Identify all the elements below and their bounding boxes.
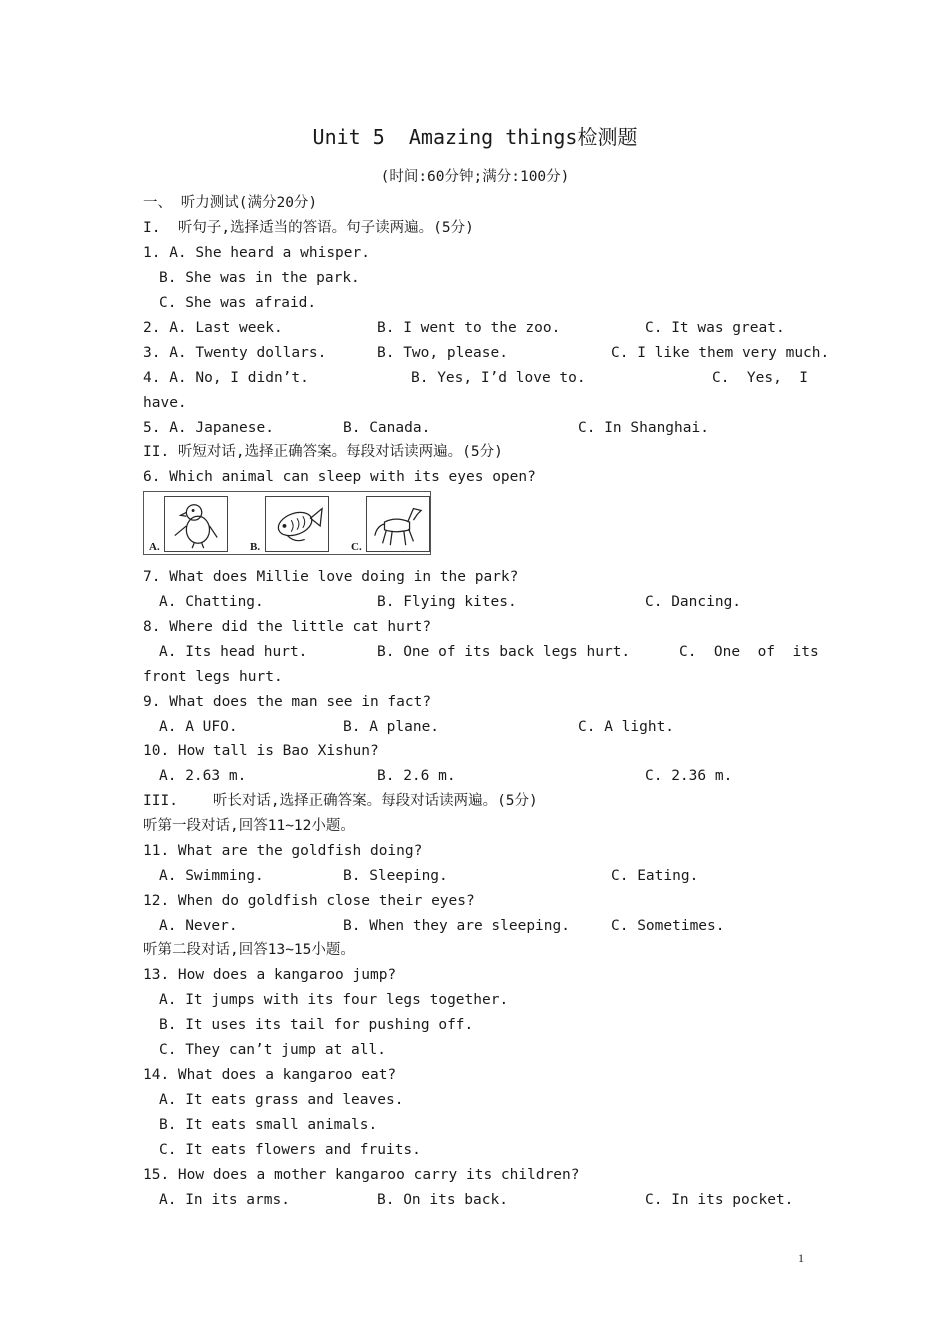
text-line: 5. A. Japanese. [143,420,274,436]
text-line: 10. How tall is Bao Xishun? [143,743,379,759]
text-line: C. One of its [679,644,819,660]
text-line: 1. A. She heard a whisper. [143,245,370,261]
text-line: C. It was great. [645,320,785,336]
picture-label-b: B. [250,541,261,553]
text-line: 15. How does a mother kangaroo carry its children? [143,1167,580,1183]
text-line: A. Swimming. [159,868,264,884]
text-line: 3. A. Twenty dollars. [143,345,327,361]
text-line: A. In its arms. [159,1192,290,1208]
text-line: B. Two, please. [377,345,508,361]
exam-time-info: (时间:60分钟;满分:100分) [380,169,570,185]
text-line: C. It eats flowers and fruits. [159,1142,421,1158]
text-line: 听第一段对话,回答11~12小题。 [143,818,355,834]
text-line: B. It uses its tail for pushing off. [159,1017,474,1033]
text-line: B. When they are sleeping. [343,918,570,934]
question-6-pictures [143,491,431,555]
text-line: C. Dancing. [645,594,742,610]
text-line: B. Yes, I’d love to. [411,370,586,386]
text-line: B. On its back. [377,1192,508,1208]
page-title: Unit 5 Amazing things检测题 [312,125,638,149]
text-line: A. Chatting. [159,594,264,610]
text-line: 7. What does Millie love doing in the park? [143,569,519,585]
text-line: C. She was afraid. [159,295,317,311]
text-line: 6. Which animal can sleep with its eyes open? [143,469,536,485]
text-line: A. A UFO. [159,719,238,735]
text-line: B. She was in the park. [159,270,360,286]
picture-label-c: C. [351,541,362,553]
text-line: C. Eating. [611,868,699,884]
text-line: I. 听句子,选择适当的答语。句子读两遍。(5分) [143,220,474,236]
text-line: B. Canada. [343,420,431,436]
text-line: B. One of its back legs hurt. [377,644,631,660]
eagle-icon [165,497,227,551]
text-line: C. 2.36 m. [645,768,733,784]
text-line: have. [143,395,187,411]
text-line: A. Never. [159,918,238,934]
text-line: front legs hurt. [143,669,283,685]
text-line: A. It eats grass and leaves. [159,1092,404,1108]
horse-icon [367,497,429,551]
horse-picture [366,496,430,552]
text-line: A. 2.63 m. [159,768,247,784]
text-line: II. 听短对话,选择正确答案。每段对话读两遍。(5分) [143,444,503,460]
text-line: C. A light. [578,719,675,735]
text-line: C. In Shanghai. [578,420,709,436]
text-line: 4. A. No, I didn’t. [143,370,309,386]
fish-picture [265,496,329,552]
eagle-picture [164,496,228,552]
page-number: 1 [798,1251,804,1265]
text-line: B. It eats small animals. [159,1117,378,1133]
text-line: 14. What does a kangaroo eat? [143,1067,397,1083]
text-line: C. In its pocket. [645,1192,794,1208]
text-line: B. Flying kites. [377,594,517,610]
text-line: C. Yes, I [712,370,809,386]
fish-icon [266,497,328,551]
text-line: 一、 听力测试(满分20分) [143,195,318,211]
text-line: III. 听长对话,选择正确答案。每段对话读两遍。(5分) [143,793,538,809]
text-line: A. Its head hurt. [159,644,308,660]
picture-label-a: A. [149,541,160,553]
text-line: B. Sleeping. [343,868,448,884]
text-line: B. A plane. [343,719,440,735]
text-line: 12. When do goldfish close their eyes? [143,893,475,909]
text-line: 9. What does the man see in fact? [143,694,432,710]
text-line: 听第二段对话,回答13~15小题。 [143,942,355,958]
text-line: 11. What are the goldfish doing? [143,843,423,859]
text-line: A. It jumps with its four legs together. [159,992,509,1008]
text-line: C. They can’t jump at all. [159,1042,386,1058]
text-line: 13. How does a kangaroo jump? [143,967,397,983]
text-line: C. Sometimes. [611,918,725,934]
text-line: B. I went to the zoo. [377,320,561,336]
text-line: B. 2.6 m. [377,768,456,784]
text-line: 2. A. Last week. [143,320,283,336]
text-line: 8. Where did the little cat hurt? [143,619,432,635]
text-line: C. I like them very much. [611,345,830,361]
